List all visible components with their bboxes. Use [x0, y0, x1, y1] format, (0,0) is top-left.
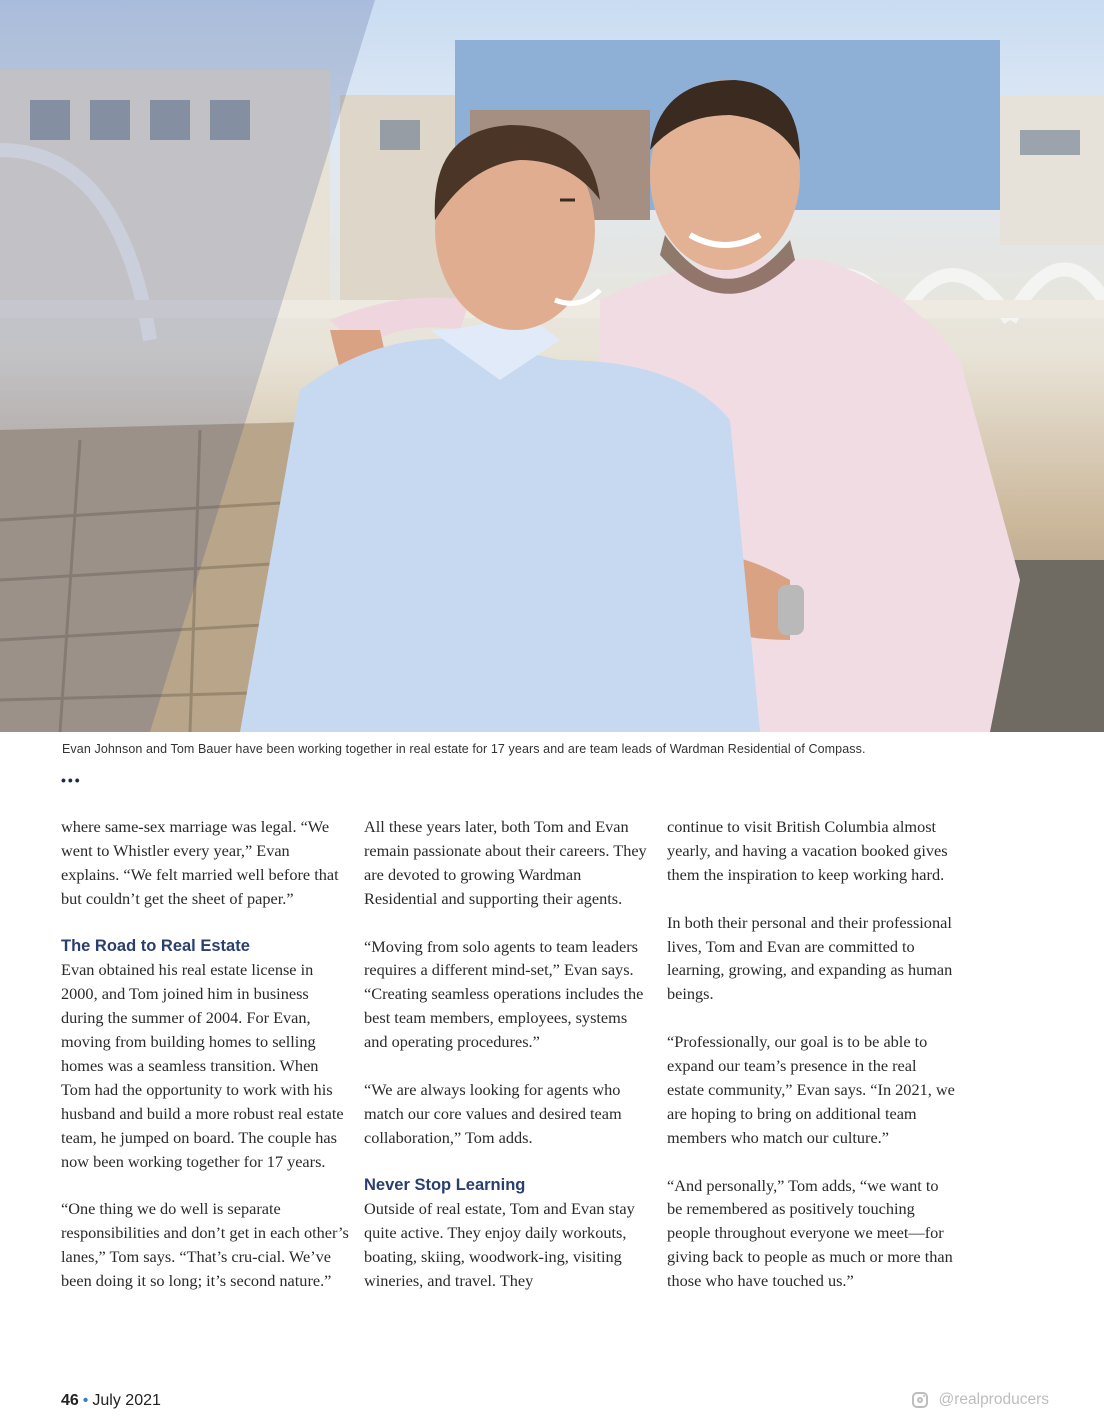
- ornament-dots: •••: [61, 772, 82, 788]
- article-column-1: [61, 815, 351, 1317]
- social-handle-text[interactable]: @realproducers: [938, 1391, 1049, 1408]
- paragraph: In both their personal and their professional lives, Tom and Evan are committed to learning, growing, and expanding as human beings.: [667, 912, 953, 1004]
- social-handle[interactable]: [912, 1391, 1049, 1409]
- article-column-3: [667, 815, 957, 1293]
- paragraph: where same-sex marriage was legal. “We went to Whistler every year,” Evan explains. “We felt married well before that but couldn’t get the sheet of paper.”: [61, 817, 339, 908]
- paragraph: All these years later, both Tom and Evan remain passionate about their careers. They are devoted to growing Wardman Residential and supporting their agents.: [364, 817, 647, 908]
- building-right: [1000, 95, 1104, 245]
- paragraph: Evan obtained his real estate license in 2000, and Tom joined him in business during the summer of 2004. For Evan, moving from building homes to selling homes was a seamless transition. When Tom had the opportunity to work with his husband and build a more robust real estate team, he jumped on board. The couple has now been working together for 17 years.: [61, 960, 344, 1171]
- issue-date: July 2021: [92, 1392, 161, 1409]
- page-number: 46: [61, 1392, 79, 1409]
- paragraph: “One thing we do well is separate responsibilities and don’t get in each other’s lanes,” Tom says. “That’s cru-cial. We’ve been doing it so long; it’s second nature.”: [61, 1199, 349, 1291]
- article-column-2: [364, 815, 654, 1293]
- paragraph: “And personally,” Tom adds, “we want to be remembered as positively touching people throughout everyone we meet—for giving back to people as much or more than those who have touched us.”: [667, 1175, 953, 1291]
- section-heading-never-stop-learning: Never Stop Learning: [364, 1175, 526, 1194]
- footer-separator: •: [82, 1392, 89, 1409]
- paragraph: “We are always looking for agents who match our core values and desired team collaboration,” Tom adds.: [364, 1079, 622, 1147]
- page-footer-info: [61, 1392, 161, 1410]
- photo-caption: Evan Johnson and Tom Bauer have been working together in real estate for 17 years and are team leads of Wardman Residential of Compass.: [62, 742, 866, 756]
- instagram-icon: [912, 1392, 928, 1408]
- paragraph: continue to visit British Columbia almost yearly, and having a vacation booked gives them the inspiration to keep working hard.: [667, 817, 948, 884]
- paragraph: “Professionally, our goal is to be able to expand our team’s presence in the real estate community,” Evan says. “In 2021, we are hoping to bring on additional team members who match our culture.”: [667, 1032, 955, 1147]
- paragraph: “Moving from solo agents to team leaders requires a different mind-set,” Evan says. “Creating seamless operations includes the best team members, employees, systems and operating procedures.”: [364, 936, 644, 1052]
- section-heading-road-to-real-estate: The Road to Real Estate: [61, 936, 250, 955]
- paragraph: Outside of real estate, Tom and Evan stay quite active. They enjoy daily workouts, boating, skiing, woodwork-ing, visiting wineries, and travel. They: [364, 1199, 635, 1291]
